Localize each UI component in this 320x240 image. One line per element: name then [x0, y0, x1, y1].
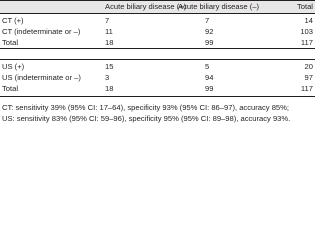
table-row — [0, 83, 315, 95]
cell-biliary-negative: 5 — [205, 62, 210, 71]
header-biliary-negative: Acute biliary disease (–) — [178, 2, 260, 11]
header-total: Total — [296, 2, 313, 11]
cell-biliary-negative: 94 — [205, 73, 214, 82]
row-label: Total — [2, 84, 19, 93]
cell-biliary-positive: 18 — [105, 38, 114, 47]
header-biliary-positive: Acute biliary disease (+) — [105, 2, 187, 11]
cell-biliary-positive: 3 — [105, 73, 110, 82]
cell-total: 14 — [304, 16, 313, 25]
table-bottom-rule — [0, 96, 315, 97]
header-bottom-rule — [0, 13, 315, 14]
cell-total: 20 — [304, 62, 313, 71]
section-divider-rule — [0, 48, 315, 49]
row-label: US (+) — [2, 62, 25, 71]
cell-total: 117 — [300, 38, 313, 47]
cell-total: 117 — [300, 84, 313, 93]
cell-biliary-positive: 11 — [105, 27, 113, 36]
footnote-ct: CT: sensitivity 39% (95% CI: 17–64), specificity 93% (95% CI: 86–97), accuracy 85%; — [2, 103, 290, 112]
cell-biliary-negative: 99 — [205, 38, 214, 47]
footnote-us: US: sensitivity 83% (95% CI: 59–96), specificity 95% (95% CI: 89–98), accuracy 93%. — [2, 114, 291, 123]
cell-biliary-positive: 18 — [105, 84, 114, 93]
cell-biliary-positive: 7 — [105, 16, 110, 25]
section-divider-rule — [0, 59, 315, 60]
table-header-row — [0, 1, 315, 13]
row-label: Total — [2, 38, 19, 47]
row-label: US (indeterminate or –) — [2, 73, 81, 82]
cell-biliary-negative: 92 — [205, 27, 214, 36]
cell-biliary-negative: 7 — [205, 16, 210, 25]
cell-total: 97 — [304, 73, 313, 82]
cell-biliary-positive: 15 — [105, 62, 114, 71]
row-label: CT (+) — [2, 16, 24, 25]
row-label: CT (indeterminate or –) — [2, 27, 81, 36]
cell-biliary-negative: 99 — [205, 84, 214, 93]
cell-total: 103 — [300, 27, 313, 36]
